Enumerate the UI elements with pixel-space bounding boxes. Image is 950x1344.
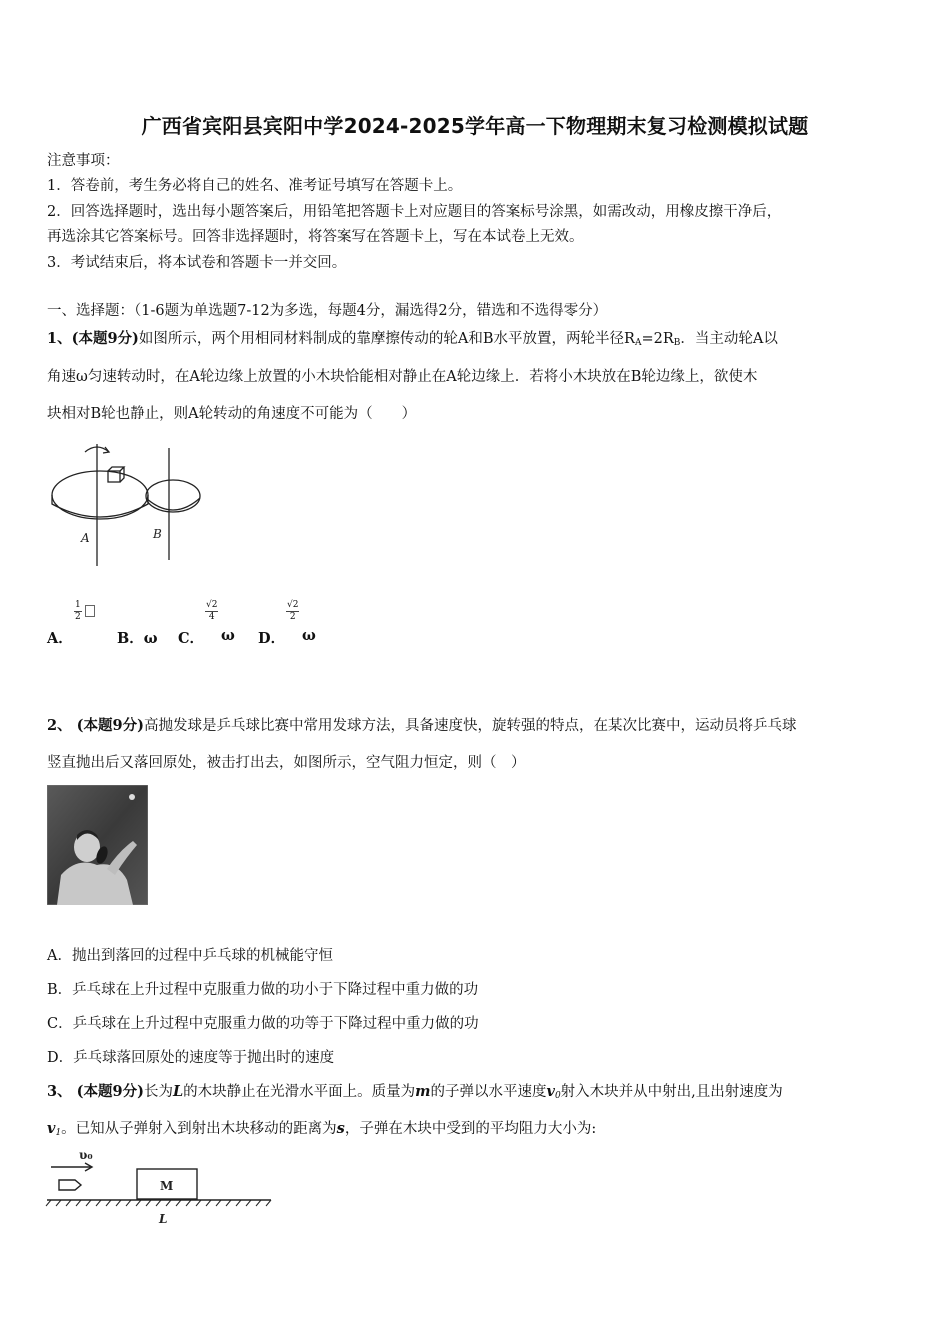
option-c-label: C． (178, 630, 205, 647)
question-text: 的子弹以水平速度 (430, 1084, 547, 1100)
option-c-omega (221, 627, 235, 644)
bullet (59, 1180, 81, 1190)
placeholder-box (85, 605, 95, 617)
notice-heading: 注意事项： (47, 153, 120, 169)
symbol-m: m (415, 1083, 431, 1100)
wheel-b-label: B (153, 527, 162, 541)
option-b-label: B．ω (117, 630, 158, 647)
fraction-numerator: √2 (287, 600, 299, 610)
option-d (258, 627, 285, 648)
option-b: B．乒乓球在上升过程中克服重力做的功小于下降过程中重力做的功 (47, 982, 479, 998)
question-1-line-3: 块相对B轮也静止，则A轮转动的角速度不可能为（ ） (47, 406, 417, 422)
option-a (47, 627, 73, 648)
question-text: =2R (641, 331, 674, 347)
symbol-L: L (172, 1083, 184, 1100)
option-a-label: A． (47, 630, 73, 647)
symbol-v1: v (47, 1120, 56, 1137)
friction-wheels-figure (45, 438, 210, 573)
option-d: D．乒乓球落回原处的速度等于抛出时的速度 (47, 1050, 335, 1066)
question-prefix: 2、 (本题9分) (47, 717, 144, 734)
wheel-b-side (146, 498, 200, 510)
question-1-line-1 (47, 327, 778, 348)
option-d-label: D． (258, 630, 286, 647)
wheel-b-top (146, 480, 200, 512)
wood-block-edges (108, 467, 124, 482)
wheel-a-label: A (81, 531, 90, 545)
bullet-block-figure (45, 1145, 275, 1230)
question-3-line-1 (47, 1080, 783, 1101)
notice-item: 3．考试结束后，将本试卷和答题卡一并交回。 (47, 255, 347, 271)
ball-icon (129, 794, 135, 800)
option-c (178, 627, 204, 648)
option-a-fraction (74, 600, 82, 623)
notice-item: 2．回答选择题时，选出每小题答案后，用铅笔把答题卡上对应题目的答案标号涂黑，如需改动，用橡皮擦干净后， (47, 204, 782, 220)
subscript: B (673, 338, 681, 348)
section-heading: 一、选择题：（1-6题为单选题7-12为多选，每题4分，漏选得2分，错选和不选得零分） (47, 303, 608, 319)
question-text: 。已知从子弹射入到射出木块移动的距离为 (61, 1121, 337, 1137)
v0-label: υ₀ (79, 1148, 93, 1162)
wheel-a-side (52, 495, 148, 517)
subscript: 0 (554, 1091, 561, 1101)
question-1-line-2: 角速ω匀速转动时，在A轮边缘上放置的小木块恰能相对静止在A轮边缘上．若将小木块放在B轮边缘上，欲使木 (47, 369, 758, 385)
symbol-s: s (336, 1120, 345, 1137)
notice-item: 1．答卷前，考生务必将自己的姓名、准考证号填写在答题卡上。 (47, 178, 463, 194)
question-text: ，子弹在木块中受到的平均阻力大小为: (344, 1121, 597, 1137)
question-text: 高抛发球是乒乓球比赛中常用发球方法，具备速度快，旋转强的特点，在某次比赛中，运动员将乒乓球 (143, 718, 797, 734)
ground-hatch (46, 1200, 271, 1206)
fraction-denominator: 4 (208, 612, 215, 622)
wheel-a-top (52, 471, 148, 519)
page-title: 广西省宾阳县宾阳中学2024-2025学年高一下物理期末复习检测模拟试题 (141, 114, 809, 138)
fraction-denominator: 2 (75, 612, 81, 622)
question-2-line-2: 竖直抛出后又落回原处，被击打出去，如图所示，空气阻力恒定，则（ ） (47, 755, 526, 771)
question-text: ．当主动轮A以 (680, 331, 778, 347)
table-tennis-photo (47, 785, 148, 905)
option-c-fraction (205, 600, 218, 623)
fraction-numerator: √2 (206, 600, 218, 610)
subscript: A (634, 338, 642, 348)
omega: ω (302, 627, 316, 644)
option-a: A．抛出到落回的过程中乒乓球的机械能守恒 (47, 948, 333, 964)
question-text: 如图所示，两个用相同材料制成的靠摩擦传动的轮A和B水平放置，两轮半径R (138, 331, 635, 347)
question-text: 射入木块并从中射出,且出射速度为 (560, 1084, 783, 1100)
option-b (117, 627, 158, 648)
notice-item: 再选涂其它答案标号。回答非选择题时，将答案写在答题卡上，写在本试卷上无效。 (47, 229, 584, 245)
question-2-line-1 (47, 714, 796, 735)
subscript: 1 (55, 1128, 62, 1138)
option-c: C．乒乓球在上升过程中克服重力做的功等于下降过程中重力做的功 (47, 1016, 479, 1032)
question-prefix: 1、(本题9分) (47, 330, 139, 347)
option-d-omega (302, 627, 316, 644)
symbol-v0: v (546, 1083, 555, 1100)
option-d-fraction (286, 600, 299, 623)
omega: ω (221, 627, 235, 644)
fraction-numerator: 1 (75, 600, 81, 610)
fraction-denominator: 2 (289, 612, 296, 622)
question-3-line-2 (47, 1117, 596, 1138)
length-label: L (159, 1212, 168, 1226)
question-prefix: 3、 (本题9分) (47, 1083, 144, 1100)
question-text: 的木块静止在光滑水平面上。质量为 (183, 1084, 416, 1100)
block-label: M (160, 1179, 174, 1193)
question-text: 长为 (143, 1084, 173, 1100)
